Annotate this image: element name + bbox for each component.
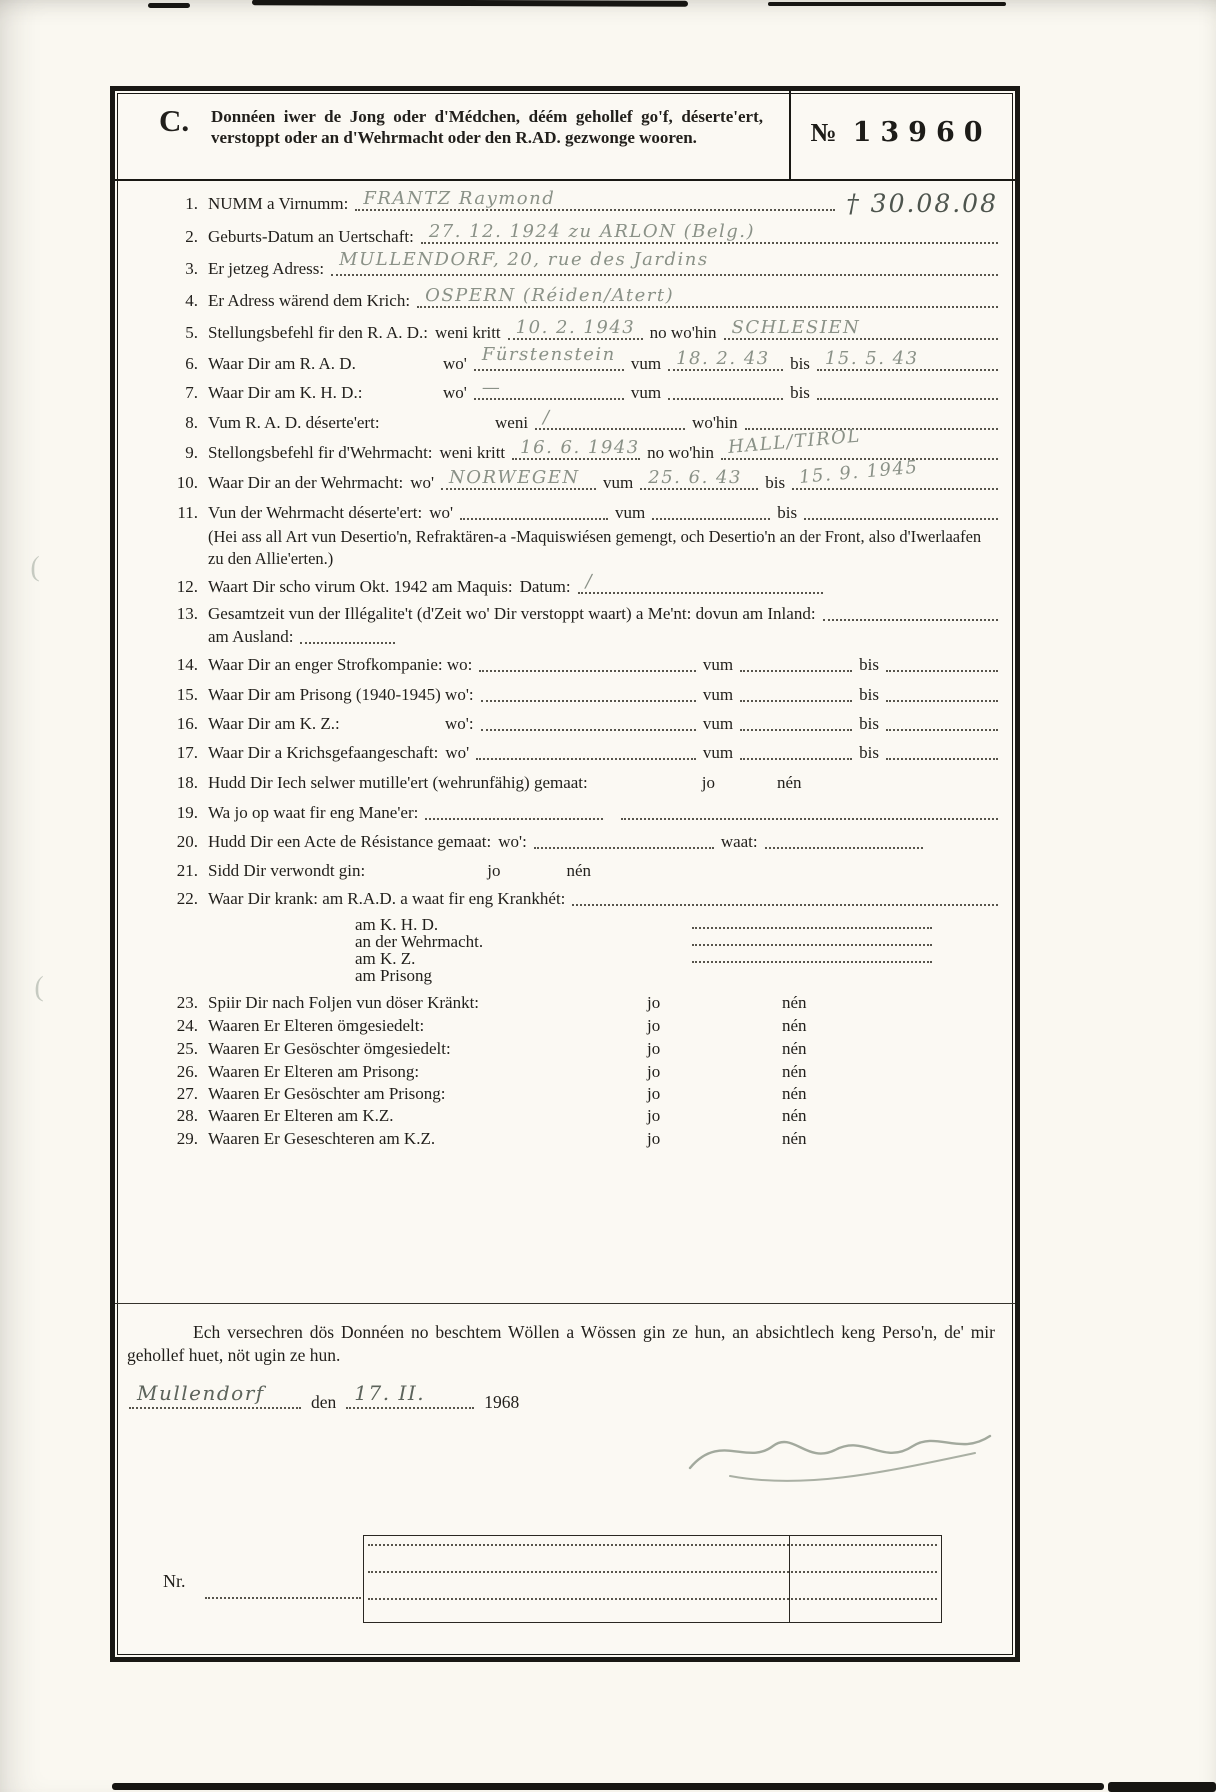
dotted-fill	[476, 757, 696, 760]
field-label: am K. H. D.	[355, 915, 439, 934]
field-label: no wo'hin	[649, 323, 717, 342]
handwritten-entry: Fürstenstein	[481, 344, 616, 365]
dotted-fill	[668, 397, 783, 400]
field-label: wo'	[410, 473, 435, 492]
row-number: 8.	[185, 413, 198, 432]
field-label: jo	[647, 1106, 661, 1125]
form-row	[160, 626, 998, 648]
handwritten-entry: 15. 9. 1945	[798, 456, 920, 488]
dotted-fill	[692, 960, 932, 963]
place-fill	[129, 1381, 301, 1409]
form-row	[160, 1015, 998, 1037]
field-label: wo'	[429, 503, 454, 522]
dotted-fill	[300, 641, 395, 644]
dotted-fill	[792, 456, 998, 490]
form-row	[160, 221, 998, 248]
form-row	[160, 684, 998, 706]
section-rule	[115, 1303, 1015, 1304]
handwritten-entry: NORWEGEN	[449, 467, 580, 488]
row-number: 22.	[176, 889, 198, 908]
field-label: bis	[859, 743, 879, 762]
field-label: nén	[777, 773, 802, 792]
form-row	[160, 1105, 998, 1127]
form-row	[160, 860, 998, 882]
form-row	[160, 933, 998, 950]
field-label: wo'hin	[692, 413, 738, 432]
dotted-fill	[460, 517, 608, 520]
form-row	[160, 967, 998, 984]
note-text: (Hei ass all Art vun Desertio'n, Refraktären-a -Maquiswiésen gemengt, och Desertio'n an der Front, also d'Iwerlaafen zu den Allie'erten.)	[208, 527, 982, 568]
dotted-fill	[886, 728, 998, 731]
form-row	[160, 249, 998, 280]
dotted-fill	[421, 221, 998, 244]
row-number: 24.	[176, 1016, 198, 1035]
field-label: bis	[765, 473, 786, 492]
row-number: 5.	[185, 323, 198, 342]
field-label: jo	[647, 1039, 661, 1058]
pencil-mark: (	[31, 971, 46, 1004]
row-number: 18.	[176, 773, 198, 792]
field-label: am K. Z.	[355, 949, 416, 968]
form-row	[160, 831, 998, 853]
row-number: 23.	[176, 993, 198, 1012]
field-label: nén	[566, 861, 592, 880]
handwritten-entry: MULLENDORF, 20, rue des Jardins	[339, 249, 709, 270]
row-number: 6.	[185, 354, 198, 373]
form-row	[160, 888, 998, 910]
dotted-fill	[652, 517, 770, 520]
form-row	[160, 344, 998, 375]
form-row	[160, 992, 998, 1014]
form-row	[160, 1061, 998, 1083]
dotted-fill	[425, 817, 603, 820]
dotted-fill	[508, 317, 643, 340]
row-number: 28.	[176, 1106, 198, 1125]
row-number: 10.	[176, 473, 198, 492]
field-label: weni	[495, 413, 529, 432]
field-label: nén	[782, 1062, 807, 1081]
field-label: bis	[859, 714, 879, 733]
field-label: Waar Dir a Krichsgefaangeschaft:	[208, 743, 439, 762]
dotted-fill	[535, 407, 685, 430]
date-fill	[346, 1381, 474, 1409]
dotted-fill	[817, 348, 998, 371]
dotted-fill	[817, 397, 998, 400]
number-sign: №	[810, 118, 837, 147]
field-label: NUMM a Virnumm:	[208, 194, 349, 213]
row-number: 7.	[185, 383, 198, 402]
field-label: Waar Dir am R. A. D.	[208, 354, 356, 373]
dotted-fill	[740, 728, 852, 731]
form-row	[160, 603, 998, 625]
dotted-fill	[441, 467, 596, 490]
form-row	[160, 285, 998, 312]
field-label: Stellungsbefehl fir den R. A. D.:	[208, 323, 429, 342]
row-number: 26.	[176, 1062, 198, 1081]
field-label: bis	[859, 685, 879, 704]
form-row	[160, 713, 998, 735]
section-letter: C.	[159, 103, 190, 138]
field-label: weni kritt	[439, 443, 506, 462]
dotted-fill	[572, 903, 998, 906]
field-label: Er jetzeg Adress:	[208, 259, 325, 278]
form-row	[160, 742, 998, 764]
dotted-fill	[355, 188, 835, 211]
scan-artifact	[252, 0, 688, 7]
handwritten-entry: 15. 5. 43	[824, 348, 919, 369]
nr-label: Nr.	[163, 1571, 186, 1591]
field-label: vum	[615, 503, 646, 522]
row-number: 27.	[176, 1084, 198, 1103]
dotted-fill	[740, 757, 852, 760]
scan-artifact	[112, 1783, 1104, 1790]
dotted-fill	[692, 943, 932, 946]
handwritten-entry: ∕	[585, 571, 594, 592]
field-label: an der Wehrmacht.	[355, 932, 484, 951]
field-label: nén	[782, 1039, 807, 1058]
form-row	[160, 916, 998, 933]
form-row	[160, 407, 998, 434]
field-label: jo	[647, 1016, 661, 1035]
dotted-fill	[886, 699, 998, 702]
dotted-fill	[886, 669, 998, 672]
field-label: Waaren Er Gesöschter am Prisong:	[208, 1084, 446, 1103]
nr-dotted-line	[205, 1597, 361, 1599]
row-number: 2.	[185, 227, 198, 246]
field-label: wo'	[443, 354, 467, 373]
field-label: wo'	[445, 743, 470, 762]
field-label: Sidd Dir verwondt gin:	[208, 861, 366, 880]
form-rows	[160, 187, 998, 1150]
handwritten-entry: † 30.08.08	[846, 189, 998, 218]
dotted-fill	[640, 467, 758, 490]
field-label: vum	[702, 685, 734, 704]
dotted-fill	[823, 618, 998, 621]
dotted-fill	[692, 926, 932, 929]
field-label: nén	[782, 993, 807, 1012]
field-label: Waar Dir am K. H. D.:	[208, 383, 363, 402]
handwritten-entry: OSPERN (Réiden/Atert)	[425, 285, 675, 306]
field-label: Geburts-Datum an Uertschaft:	[208, 227, 414, 246]
dotted-fill	[481, 699, 696, 702]
form-row	[160, 654, 998, 676]
field-label: bis	[790, 383, 810, 402]
row-number: 29.	[176, 1129, 198, 1148]
handwritten-entry: 18. 2. 43	[676, 348, 770, 369]
row-number: 11.	[177, 503, 198, 522]
field-label: vum	[702, 655, 734, 674]
row-number: 17.	[176, 743, 198, 762]
dotted-fill	[479, 669, 696, 672]
field-label: Gesamtzeit vun der Illégalite't (d'Zeit wo' Dir verstoppt waart) a Me'nt: dovun am Inland:	[208, 604, 816, 623]
field-label: vum	[630, 383, 662, 402]
form-row	[160, 502, 998, 524]
dotted-fill	[621, 817, 998, 820]
handwritten-entry: HALL/TIROL	[727, 425, 862, 458]
handwritten-entry: FRANTZ Raymond	[363, 188, 556, 209]
field-label: Waar Dir krank: am R.A.D. a waat fir eng Krankhét:	[208, 889, 566, 908]
field-label: nén	[782, 1084, 807, 1103]
dotted-fill	[512, 437, 640, 460]
field-label: Waaren Er Geseschteren am K.Z.	[208, 1129, 436, 1148]
field-label: no wo'hin	[647, 443, 714, 462]
field-label: vum	[702, 714, 734, 733]
form-row	[160, 802, 998, 824]
header-divider	[789, 91, 791, 179]
dotted-fill	[481, 728, 696, 731]
field-label: bis	[790, 354, 810, 373]
handwritten-date: 17. II.	[354, 1381, 426, 1405]
dotted-fill	[740, 699, 852, 702]
dotted-fill	[886, 757, 998, 760]
dotted-fill	[721, 425, 998, 460]
field-label: bis	[859, 655, 879, 674]
scan-artifact	[1108, 1782, 1216, 1792]
row-number: 3.	[185, 259, 198, 278]
row-number: 15.	[176, 685, 198, 704]
field-label: vum	[702, 743, 734, 762]
handwritten-entry: 25. 6. 43	[648, 467, 742, 488]
handwritten-entry: 16. 6. 1943	[520, 437, 640, 458]
row-number: 16.	[176, 714, 198, 733]
form-row	[160, 188, 998, 218]
dotted-fill	[474, 344, 624, 371]
number-value: 13960	[852, 117, 992, 148]
handwritten-entry: 10. 2. 1943	[515, 317, 636, 338]
field-label: am Prisong	[355, 966, 432, 985]
field-label: jo	[647, 1062, 661, 1081]
dotted-fill	[331, 249, 998, 276]
signature-scribble	[675, 1406, 1005, 1501]
dotted-fill	[724, 317, 999, 340]
field-label: nén	[782, 1016, 807, 1035]
dotted-fill	[417, 285, 998, 308]
handwritten-entry: SCHLESIEN	[731, 317, 861, 338]
pencil-mark: (	[27, 551, 42, 584]
dotted-fill	[745, 427, 998, 430]
field-label: wo'	[443, 383, 467, 402]
handwritten-entry: 27. 12. 1924 zu ARLON (Belg.)	[428, 221, 756, 242]
form-row	[160, 1038, 998, 1060]
row-number: 21.	[176, 861, 198, 880]
field-label: Hudd Dir een Acte de Résistance gemaat:	[208, 832, 492, 851]
form-row	[160, 1128, 998, 1150]
year-label: 1968	[484, 1392, 520, 1412]
field-label: Spiir Dir nach Foljen vun döser Kränkt:	[208, 993, 480, 1012]
dotted-fill	[740, 669, 852, 672]
field-label: jo	[647, 1084, 661, 1103]
row-number: 25.	[176, 1039, 198, 1058]
form-row	[160, 317, 998, 344]
field-label: vum	[603, 473, 634, 492]
dotted-fill	[765, 846, 923, 849]
row-number: 20.	[176, 832, 198, 851]
field-label: Waaren Er Elteren am K.Z.	[208, 1106, 394, 1125]
field-label: vum	[630, 354, 662, 373]
field-label: nén	[782, 1106, 807, 1125]
row-number: 14.	[176, 655, 198, 674]
dotted-fill	[804, 517, 998, 520]
form-row	[160, 950, 998, 967]
form-row	[160, 1083, 998, 1105]
field-label: nén	[782, 1129, 807, 1148]
dotted-fill	[668, 348, 783, 371]
field-label: wo':	[445, 714, 474, 733]
field-label: Waar Dir an enger Strofkompanie: wo:	[208, 655, 473, 674]
field-label: Waaren Er Elteren am Prisong:	[208, 1062, 420, 1081]
field-label: Waar Dir an der Wehrmacht:	[208, 473, 404, 492]
field-label: Vun der Wehrmacht déserte'ert:	[208, 503, 423, 522]
field-label: Waart Dir scho virum Okt. 1942 am Maquis:	[208, 577, 513, 596]
den-label: den	[311, 1392, 337, 1412]
dotted-fill	[474, 377, 624, 400]
row-number: 4.	[185, 291, 198, 310]
header-text: Donnéen iwer de Jong oder d'Médchen, déém gehollef go'f, déserte'ert, verstoppt oder an d'Wehrmacht oder den R.AD. gezwonge wooren.	[211, 107, 763, 147]
scan-artifact	[768, 2, 1006, 6]
footer-dotted-line	[368, 1571, 937, 1573]
declaration-text: Ech versechren dös Donnéen no beschtem Wöllen a Wössen gin ze hun, an absichtlech keng Perso'n, de' mir gehollef huet, nöt ugin ze hun.	[127, 1322, 995, 1365]
form-row	[160, 377, 998, 404]
field-label: Waaren Er Gesöschter ömgesiedelt:	[208, 1039, 451, 1058]
field-label: Wa jo op waat fir eng Mane'er:	[208, 803, 419, 822]
row-number: 19.	[176, 803, 198, 822]
field-label: Waar Dir am Prisong (1940-1945) wo':	[208, 685, 474, 704]
dotted-fill	[534, 846, 714, 849]
form-row	[160, 571, 998, 598]
date-place-line	[129, 1381, 520, 1413]
footer-dotted-line	[368, 1544, 937, 1546]
field-label: jo	[647, 993, 661, 1012]
dotted-fill	[578, 571, 823, 594]
row-number: 13.	[176, 604, 198, 623]
row-number: 12.	[176, 577, 198, 596]
form-row	[160, 456, 998, 494]
footer-dotted-line	[368, 1598, 937, 1600]
scan-artifact	[148, 3, 190, 8]
field-label: Waaren Er Elteren ömgesiedelt:	[208, 1016, 425, 1035]
field-label: Hudd Dir Iech selwer mutille'ert (wehrunfähig) gemaat:	[208, 773, 588, 792]
field-label: Vum R. A. D. déserte'ert:	[208, 413, 380, 432]
handwritten-entry: ∕	[543, 407, 551, 428]
field-label: Er Adress wärend dem Krich:	[208, 291, 411, 310]
field-label: Datum:	[519, 577, 571, 596]
field-label: waat:	[720, 832, 758, 851]
document-frame	[110, 86, 1020, 1662]
field-label: am Ausland:	[208, 627, 294, 646]
row-number: 1.	[185, 194, 198, 213]
form-row	[160, 772, 998, 794]
field-label: jo	[647, 1129, 661, 1148]
field-label: wo':	[498, 832, 527, 851]
field-label: weni kritt	[435, 323, 501, 342]
field-label: Stellongsbefehl fir d'Wehrmacht:	[208, 443, 433, 462]
row-number: 9.	[185, 443, 198, 462]
field-label: bis	[777, 503, 798, 522]
header-rule	[115, 179, 1015, 181]
field-label: Waar Dir am K. Z.:	[208, 714, 340, 733]
handwritten-entry: —	[481, 377, 502, 398]
footer-table-divider	[789, 1536, 790, 1622]
field-label: jo	[487, 861, 501, 880]
field-label: jo	[701, 773, 715, 792]
handwritten-place: Mullendorf	[137, 1381, 265, 1405]
document-number	[801, 117, 1001, 148]
footer-table	[363, 1535, 942, 1623]
